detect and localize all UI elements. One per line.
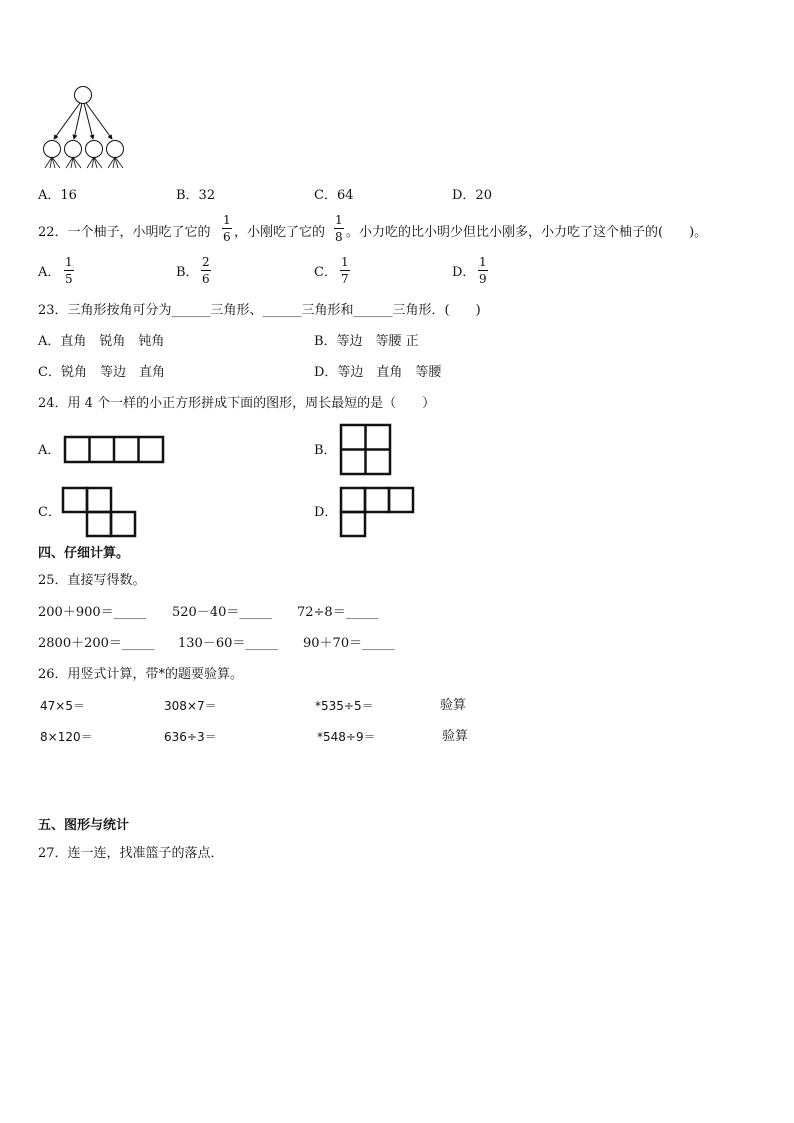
q24-option-b-label[interactable]: B． <box>314 443 337 458</box>
q26-item[interactable]: 8×120＝ <box>40 730 93 744</box>
q22-stem-part3: 。小力吃的比小明少但比小刚多，小力吃了这个柚子的( )。 <box>346 225 708 240</box>
fraction-numerator: 1 <box>479 255 487 269</box>
q23-option-d[interactable]: D．等边 直角 等腰 <box>314 365 442 380</box>
tree-diagram <box>38 84 138 174</box>
q21-option-a[interactable]: A．16 <box>38 188 77 203</box>
q22-stem-part2: ，小刚吃了它的 <box>234 225 326 240</box>
q22-stem-part1: 22．一个柚子，小明吃了它的 <box>38 225 211 240</box>
q25-item[interactable]: 200＋900＝_____ <box>38 605 147 620</box>
q21-option-b[interactable]: B．32 <box>176 188 216 203</box>
q26-stem: 26．用竖式计算，带*的题要验算。 <box>38 667 244 682</box>
fraction-denominator: 7 <box>341 272 349 286</box>
q26-check-label: 验算 <box>442 729 469 744</box>
q23-option-b[interactable]: B．等边 等腰 正 <box>314 334 419 349</box>
fraction-denominator: 9 <box>479 272 487 286</box>
q22-option-a-label[interactable]: A． <box>38 265 61 280</box>
q26-item[interactable]: *535÷5＝ <box>315 699 374 713</box>
q22-option-b-fraction[interactable] <box>201 256 211 285</box>
q22-option-d-label[interactable]: D． <box>452 265 476 280</box>
q24-shape-c[interactable] <box>62 487 136 539</box>
fraction-numerator: 1 <box>65 255 73 269</box>
q24-shape-a[interactable] <box>64 436 164 464</box>
q22-option-a-fraction[interactable] <box>64 256 74 285</box>
fraction-numerator: 2 <box>202 255 210 269</box>
q26-check-label: 验算 <box>440 698 467 713</box>
q26-item[interactable]: *548÷9＝ <box>317 730 376 744</box>
section-4-title: 四、仔细计算。 <box>38 546 130 561</box>
q24-shape-d[interactable] <box>340 487 414 539</box>
fraction-numerator: 1 <box>341 255 349 269</box>
q23-stem: 23．三角形按角可分为______三角形、______三角形和______三角形．( ) <box>38 303 481 318</box>
fraction-numerator: 1 <box>335 213 343 227</box>
q25-item[interactable]: 90＋70＝_____ <box>303 636 395 651</box>
q22-option-d-fraction[interactable] <box>478 256 488 285</box>
q24-shape-b[interactable] <box>340 424 392 476</box>
fraction-numerator: 1 <box>223 213 231 227</box>
q22-fraction-2 <box>334 214 344 243</box>
q25-item[interactable]: 2800＋200＝_____ <box>38 636 155 651</box>
q24-option-d-label[interactable]: D． <box>314 505 338 520</box>
q22-option-b-label[interactable]: B． <box>176 265 199 280</box>
q24-stem: 24．用 4 个一样的小正方形拼成下面的图形，周长最短的是（ ） <box>38 396 436 411</box>
q25-item[interactable]: 72÷8＝_____ <box>297 605 379 620</box>
section-5-title: 五、图形与统计 <box>38 818 130 833</box>
q27-stem: 27．连一连，找准篮子的落点． <box>38 846 224 861</box>
q22-option-c-fraction[interactable] <box>340 256 350 285</box>
fraction-denominator: 5 <box>65 272 73 286</box>
q22-option-c-label[interactable]: C． <box>314 265 337 280</box>
q25-item[interactable]: 130－60＝_____ <box>178 636 278 651</box>
q23-option-c[interactable]: C．锐角 等边 直角 <box>38 365 165 380</box>
q23-option-a[interactable]: A．直角 锐角 钝角 <box>38 334 165 349</box>
q24-option-a-label[interactable]: A． <box>38 443 61 458</box>
q22-fraction-1 <box>222 214 232 243</box>
fraction-denominator: 6 <box>223 230 231 244</box>
q26-item[interactable]: 47×5＝ <box>40 699 85 713</box>
q21-option-c[interactable]: C．64 <box>314 188 354 203</box>
fraction-denominator: 6 <box>202 272 210 286</box>
q25-stem: 25．直接写得数。 <box>38 573 146 588</box>
q24-option-c-label[interactable]: C． <box>38 505 61 520</box>
q21-option-d[interactable]: D．20 <box>452 188 492 203</box>
fraction-denominator: 8 <box>335 230 343 244</box>
q25-item[interactable]: 520－40＝_____ <box>172 605 272 620</box>
q26-item[interactable]: 636÷3＝ <box>164 730 217 744</box>
q26-item[interactable]: 308×7＝ <box>164 699 217 713</box>
